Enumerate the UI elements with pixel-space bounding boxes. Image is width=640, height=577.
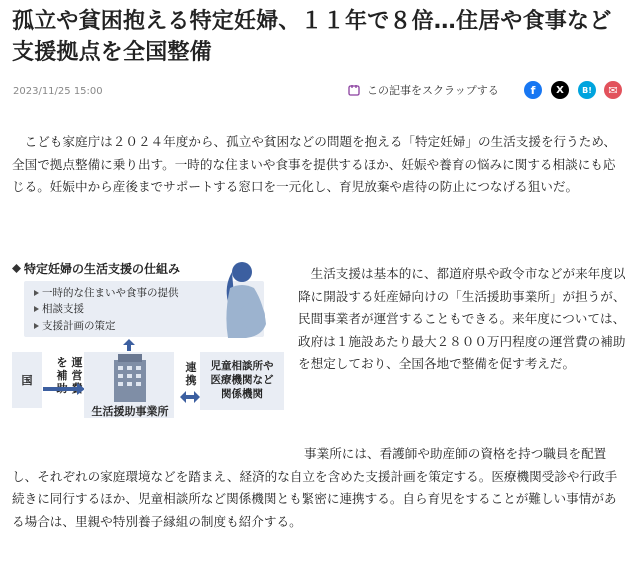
mail-share-icon[interactable]: ✉ [604,81,622,99]
related-line: 児童相談所や [210,360,274,372]
pregnant-woman-icon [208,258,278,338]
related-agencies-box [200,352,284,410]
article-paragraph-3: 事業所には、看護師や助産師の資格を持つ職員を配置し、それぞれの家庭環境などを踏まえ、経済的な自立を含めた支援計画を策定する。医療機関受診や行政手続きに同行するほか、児童相談所など関係機関とも緊密に連携する。自ら育児をすることが難しい事情がある場合は、里親や特別養子縁組の制度も紹介する。 [12,446,618,529]
funding-label-1: を補 [56,356,68,382]
figure-title [12,260,180,277]
support-item-text: 一時的な住まいや食事の提供 [42,287,179,299]
figure-mark-icon [12,264,21,273]
article-paragraph-2: 生活支援は基本的に、都道府県や政令市などが来年度以降に開設する妊産婦向けの「生活援助事業所」が担うが、民間事業者が運営することもできる。来年度については、政府は１施設あたり最大２８００万円程度の運営費の補助を想定しており、全国各地で整備を促す考えだ。 [298,266,626,372]
bullet-triangle-icon [34,306,39,312]
government-box: 国 [12,352,42,408]
support-system-figure [10,258,286,423]
arrow-up-icon [122,338,136,352]
support-item-text: 相談支援 [42,303,84,315]
building-icon [114,354,146,402]
support-item-text: 支援計画の策定 [42,320,116,332]
bullet-triangle-icon [34,290,39,296]
article-paragraph-1: こども家庭庁は２０２４年度から、孤立や貧困などの問題を抱える「特定妊婦」の生活支援を行うため、全国で拠点整備に乗り出す。一時的な住まいや食事を提供するほか、妊娠や養育の悩みに関する相談にも応じる。妊娠中から産後までサポートする窓口を一元化し、育児放棄や虐待の防止につなげる狙いだ。 [12,134,616,195]
publish-date: 2023/11/25 15:00 [13,86,103,97]
article-paragraph-3-container [12,443,628,533]
article-headline: 孤立や貧困抱える特定妊婦、１１年で８倍…住居や食事など支援拠点を全国整備 [12,9,612,65]
support-item [34,285,179,300]
bullet-triangle-icon [34,323,39,329]
funding-label-2: 運営 [71,356,83,382]
arrow-right-icon [43,383,85,395]
center-facility-label: 生活援助事業所 [91,405,169,418]
related-line: 医療機関など [210,374,274,386]
support-item [34,301,84,316]
arrow-both-icon [180,391,200,403]
cooperation-label: 連携 [185,361,197,387]
figure-title-text: 特定妊婦の生活支援の仕組み [24,262,181,276]
scrap-label: この記事をスクラップする [367,84,499,97]
x-share-icon[interactable]: X [551,81,569,99]
facebook-share-icon[interactable]: f [524,81,542,99]
related-line: 関係機関 [221,388,263,400]
scrap-button[interactable] [348,82,499,98]
hatena-bookmark-icon[interactable]: B! [578,81,596,99]
support-item [34,318,116,333]
scrap-icon [348,84,360,96]
